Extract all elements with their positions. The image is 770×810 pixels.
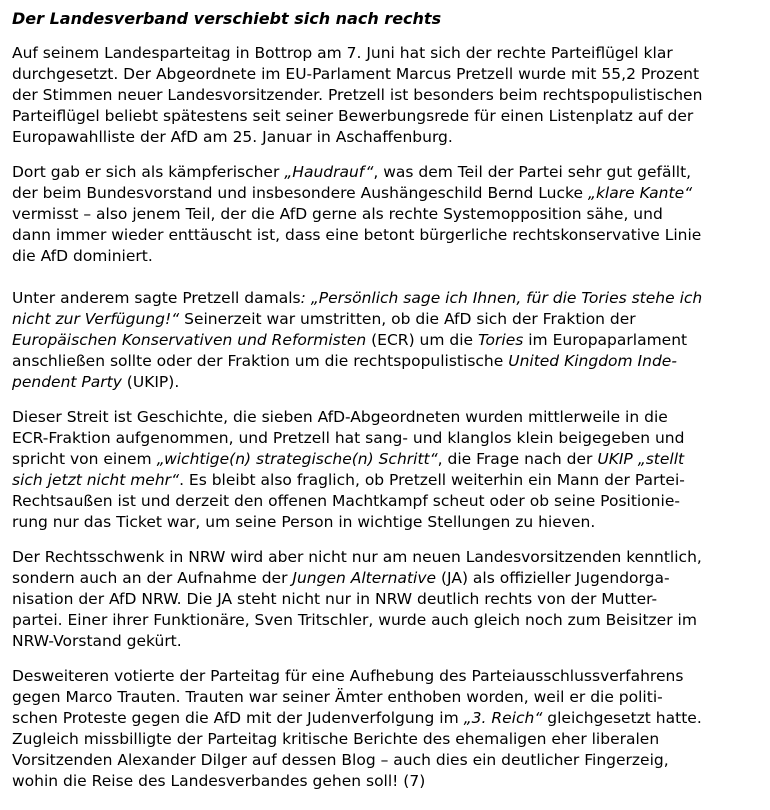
- p4-line-1: Dieser Streit ist Geschichte, die sieben AfD-Abgeordneten wurden mittlerweile in die: [12, 408, 668, 426]
- paragraph-4: [12, 407, 758, 533]
- p1-line-4: Parteiflügel beliebt spätestens seit seiner Bewerbungsrede für einen Listenplatz auf der: [12, 107, 694, 125]
- p4-quote-schritt: „wichtige(n) strategische(n) Schritt“: [156, 450, 438, 468]
- p6-line-2: gegen Marco Trauten. Trauten war seiner Ämter enthoben worden, weil er die politi-: [12, 688, 663, 706]
- p1-line-5: Europawahlliste der AfD am 25. Januar in Aschaffenburg.: [12, 128, 453, 146]
- p5-line-5: NRW-Vorstand gekürt.: [12, 632, 182, 650]
- p2-line-5: die AfD dominiert.: [12, 247, 153, 265]
- p3-ukip-name-1: United Kingdom Inde-: [508, 352, 677, 370]
- p6-line-5: Vorsitzenden Alexander Dilger auf dessen Blog – auch dies ein deutlicher Fingerzeig,: [12, 751, 669, 769]
- p5-line-2a: sondern auch an der Aufnahme der: [12, 569, 293, 587]
- p5-line-2c: (JA) als offizieller Jugendorga-: [436, 569, 670, 587]
- p4-line-5: Rechtsaußen ist und derzeit den offenen Machtkampf scheut oder ob seine Positionie-: [12, 492, 680, 510]
- p3-line-1a: Unter anderem sagte Pretzell damals: [12, 289, 301, 307]
- p2-line-4: dann immer wieder enttäuscht ist, dass eine betont bürgerliche rechtskonservative Linie: [12, 226, 702, 244]
- p6-line-6: wohin die Reise des Landesverbandes gehen soll! (7): [12, 772, 426, 790]
- p2-line-2a: der beim Bundesvorstand und insbesondere Aushängeschild Bernd Lucke: [12, 184, 588, 202]
- p5-line-4: partei. Einer ihrer Funktionäre, Sven Tritschler, wurde auch gleich noch zum Beisitzer im: [12, 611, 697, 629]
- p2-line-1a: Dort gab er sich als kämpferischer: [12, 163, 285, 181]
- p3-line-5b: (UKIP).: [121, 373, 180, 391]
- p3-ecr-name: Europäischen Konservativen und Reformisten: [12, 331, 367, 349]
- p3-line-3d: im Europaparlament: [523, 331, 688, 349]
- p2-quote-klare-kante: „klare Kante“: [587, 184, 693, 202]
- p3-ukip-name-2: pendent Party: [12, 373, 122, 391]
- p4-line-3a: spricht von einem: [12, 450, 157, 468]
- paragraph-5: [12, 547, 758, 652]
- p1-line-1: Auf seinem Landesparteitag in Bottrop am 7. Juni hat sich der rechte Parteiflügel klar: [12, 44, 673, 62]
- p6-line-4: Zugleich missbilligte der Parteitag kritische Berichte des ehemaligen eher liberalen: [12, 730, 660, 748]
- p2-line-3: vermisst – also jenem Teil, der die AfD gerne als rechte Systemopposition sähe, und: [12, 205, 663, 223]
- p1-line-3: der Stimmen neuer Landesvorsitzender. Pretzell ist besonders beim rechtspopulistischen: [12, 86, 703, 104]
- p5-line-3: nisation der AfD NRW. Die JA steht nicht nur in NRW deutlich rechts von der Mutter-: [12, 590, 658, 608]
- p4-quote-ukip-2: sich jetzt nicht mehr“: [12, 471, 180, 489]
- p4-line-4b: . Es bleibt also fraglich, ob Pretzell weiterhin ein Mann der Partei-: [179, 471, 685, 489]
- p2-quote-haudrauf: „Haudrauf“: [284, 163, 374, 181]
- p4-quote-ukip-1: UKIP „stellt: [597, 450, 685, 468]
- p2-line-1c: , was dem Teil der Partei sehr gut gefällt,: [373, 163, 692, 181]
- p6-line-1: Desweiteren votierte der Parteitag für eine Aufhebung des Parteiausschlussverfahrens: [12, 667, 684, 685]
- p6-quote-reich: „3. Reich“: [463, 709, 543, 727]
- p4-line-6: rung nur das Ticket war, um seine Person in wichtige Stellungen zu hieven.: [12, 513, 596, 531]
- paragraph-1: [12, 43, 758, 148]
- p6-line-3c: gleichgesetzt hatte.: [542, 709, 702, 727]
- p3-line-2b: Seinerzeit war umstritten, ob die AfD sich der Fraktion der: [179, 310, 636, 328]
- p3-line-4a: anschließen sollte oder der Fraktion um die rechtspopulistische: [12, 352, 509, 370]
- paragraph-3: [12, 288, 758, 393]
- article-heading: Der Landesverband verschiebt sich nach rechts: [12, 9, 442, 28]
- p6-line-3a: schen Proteste gegen die AfD mit der Judenverfolgung im: [12, 709, 464, 727]
- paragraph-2: [12, 162, 758, 267]
- p3-quote-1: : „Persönlich sage ich Ihnen, für die Tories stehe ich: [300, 289, 703, 307]
- p1-line-2: durchgesetzt. Der Abgeordnete im EU-Parlament Marcus Pretzell wurde mit 55,2 Prozent: [12, 65, 700, 83]
- p3-tories: Tories: [478, 331, 524, 349]
- p5-junge-alternative: Jungen Alternative: [292, 569, 437, 587]
- p3-line-3b: (ECR) um die: [366, 331, 478, 349]
- p4-line-2: ECR-Fraktion aufgenommen, und Pretzell hat sang- und klanglos klein beigegeben und: [12, 429, 685, 447]
- p4-line-3c: , die Frage nach der: [437, 450, 598, 468]
- p3-quote-2: nicht zur Verfügung!“: [12, 310, 180, 328]
- p5-line-1: Der Rechtsschwenk in NRW wird aber nicht nur am neuen Landesvorsitzenden kenntlich,: [12, 548, 702, 566]
- paragraph-6: [12, 666, 758, 792]
